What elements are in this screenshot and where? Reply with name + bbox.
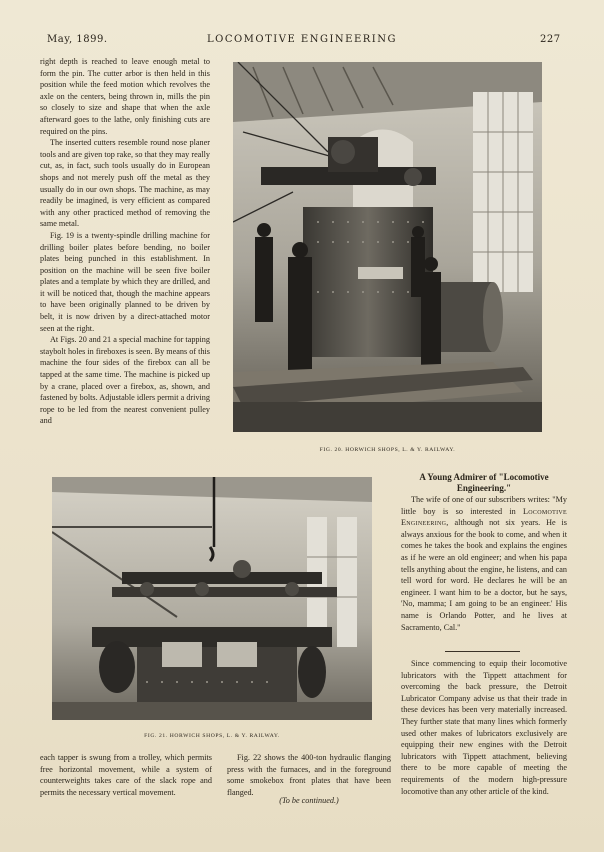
header-date: May, 1899. [47,34,108,45]
fig-21-caption: FIG. 21. HORWICH SHOPS, L. & Y. RAILWAY. [144,733,280,739]
fig-20-caption: FIG. 20. HORWICH SHOPS, L. & Y. RAILWAY. [319,447,456,453]
article-body-magazine-name: Locomotive Engineering, [401,506,567,528]
fig-20-photo [233,62,542,432]
paragraph: The inserted cutters resemble round nose planer tools and are given top rake, so that they may really cut, as, in fact, such tools usually do in European shops and not merely push off the metal as they usually do in our own shops. The machine, as may readily be imagined, is very efficient as compared with any other practiced method of removing the same metal. [40,138,210,229]
article-body-start: The wife of one of our subscribers writes: "My little boy is so interested in [401,495,567,516]
bottom-left-column [40,752,212,798]
header-page-number: 227 [540,34,561,45]
fig-21-photo [52,477,372,720]
article-body-end: although not six years. He is always anxious for the book to come, and when it comes he takes the book and explains the engines as if he were an old engineer; and when his papa tells anything about the engine, he listens, and can tell word for word. He declares he will be an engineer. I want him to be a doctor, but he says, 'No, mamma; I am going to be an engineer.' His name is Orlando Potter, and he lives at Sacramento, Cal." [401,518,567,632]
section-rule [445,651,520,652]
article-body-column [401,494,567,633]
bottom-middle-paragraph: Fig. 22 shows the 400-ton hydraulic flanging press with the furnaces, and in the foreground some smokebox front plates that have been flanged. [227,753,391,797]
header-title: LOCOMOTIVE ENGINEERING [206,34,397,45]
to-be-continued: (To be continued.) [279,796,339,805]
bottom-left-paragraph: each tapper is swung from a trolley, which permits free horizontal movement, while a system of counterweights takes care of the slack rope and permits the necessary vertical movement. [40,753,212,797]
paragraph: At Figs. 20 and 21 a special machine for tapping staybolt holes in fireboxes is seen. By means of this machine the four sides of the firebox can all be tapped at the same time. The machine is picked up by a crane, placed over a firebox, as, shown, and fastened by bolts. Adjustable idlers permit a driving rope to be led from the nearest convenient pulley and [40,335,210,426]
article-body [401,494,567,633]
article-title: A Young Admirer of "Locomotive Engineering." [419,472,549,493]
bottom-middle-column [227,752,391,798]
paragraph: Fig. 19 is a twenty-spindle drilling machine for drilling boiler plates before bending, no boiler plates being punched in this establishment. In position on the machine will be seen five boiler plates and a template by which they are drilled, and it will be noticed that, though the machine appears to have been originally planned to be driven by belt, it is now driven by a direct-attached motor seen at the right. [40,230,210,333]
paragraph: right depth is reached to leave enough metal to form the pin. The cutter arbor is then held in this position while the feed motion which revolves the axle on the centers, being thrown in, mills the pin so closely to size and shape that when the axle afterward goes to the lathe, only finishing cuts are required on the pins. [40,57,210,136]
lubricator-paragraph: Since commencing to equip their locomotive lubricators with the Tippett attachment for overcoming the back pressure, the Detroit Lubricator Company advise us that their trade in these devices has been very materially increased. They further state that many lines which formerly used other makes of lubricators exclusively are equipping their new engines with the Detroit lubricators with Tippett attachment, believing there to be more capable of meeting the requirements of the modern high-pressure locomotive than any other article of the kind. [401,659,567,796]
left-column [40,56,210,427]
lubricator-column [401,658,567,797]
